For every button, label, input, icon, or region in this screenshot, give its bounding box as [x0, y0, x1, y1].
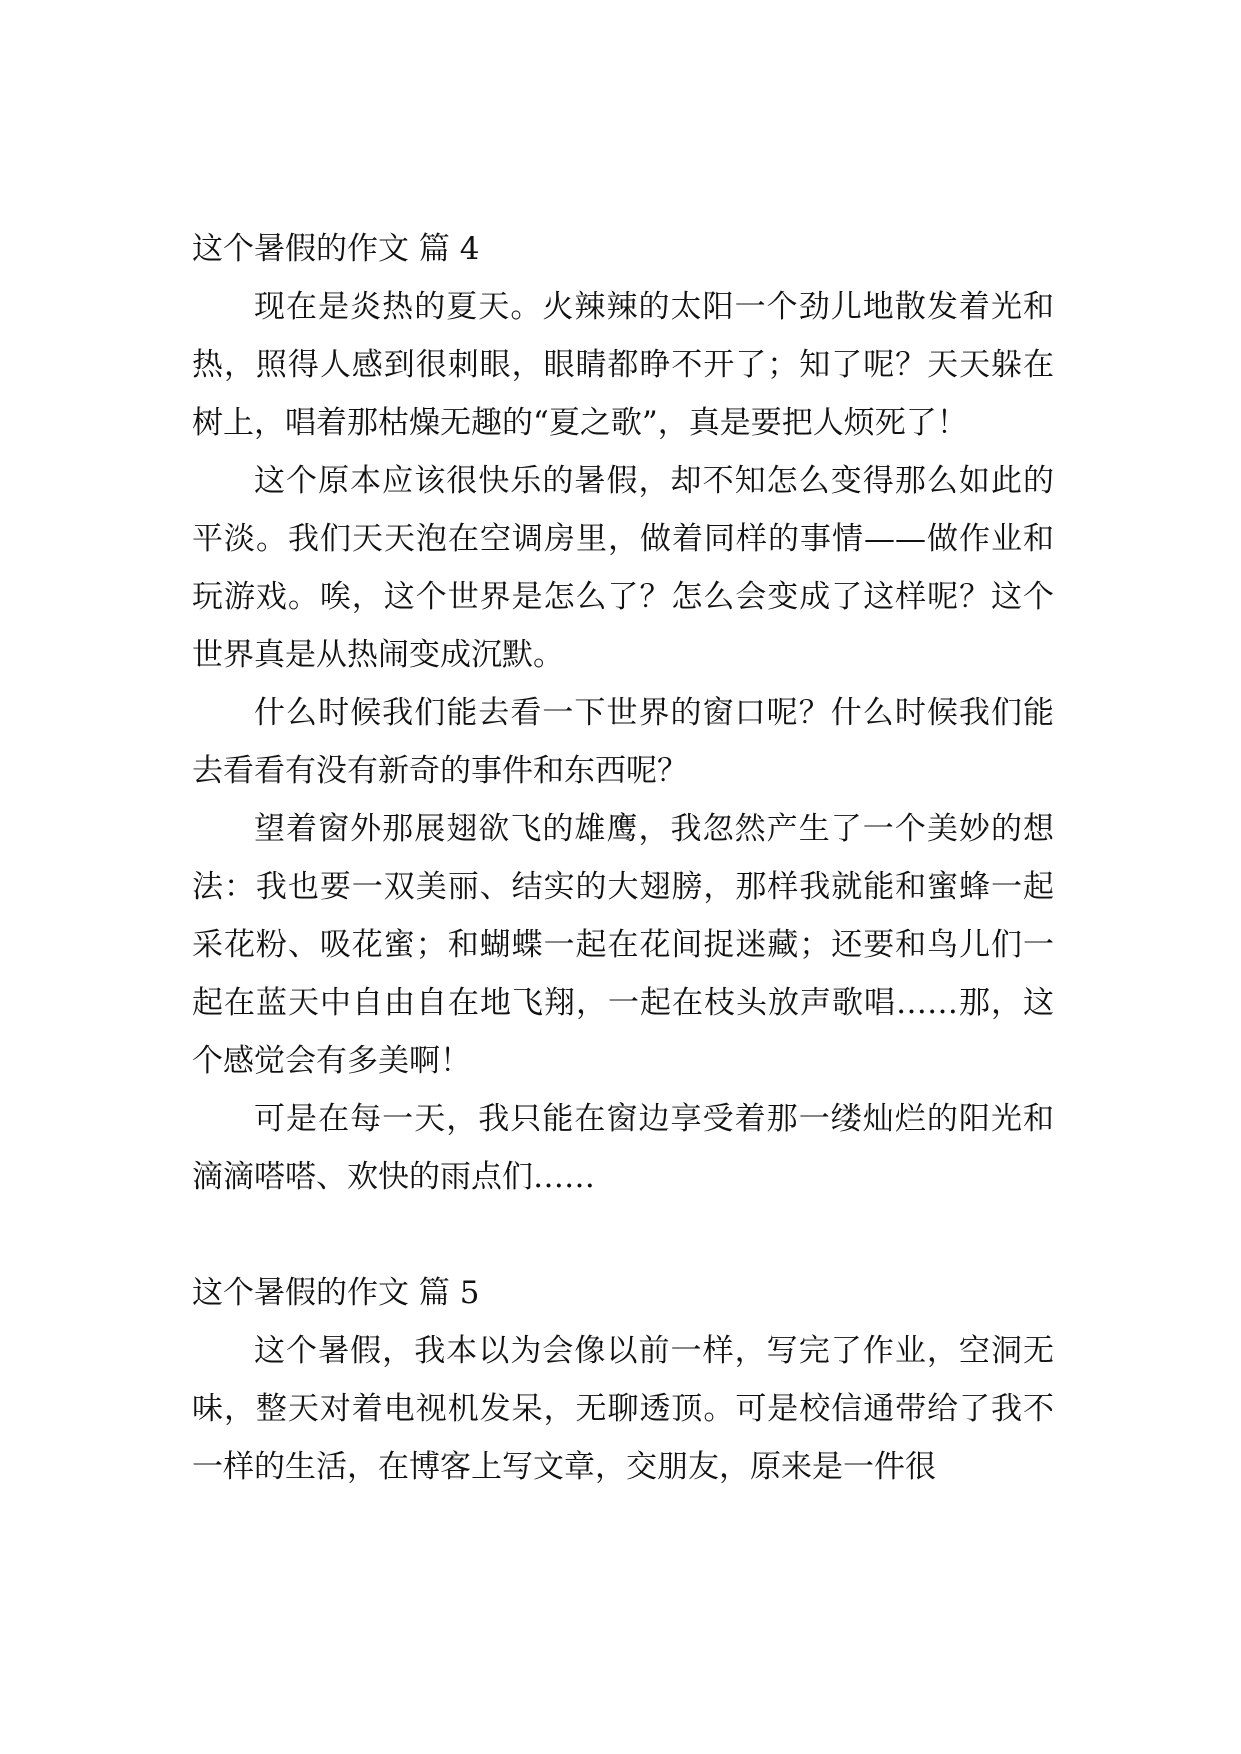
document-body: [192, 220, 1054, 1496]
paragraph: 可是在每一天，我只能在窗边享受着那一缕灿烂的阳光和滴滴嗒嗒、欢快的雨点们……: [192, 1101, 1054, 1195]
paragraph: 现在是炎热的夏天。火辣辣的太阳一个劲儿地散发着光和热，照得人感到很刺眼，眼睛都睁不开了；知了呢？天天躲在树上，唱着那枯燥无趣的“夏之歌”，真是要把人烦死了！: [192, 289, 1054, 441]
paragraph: 这个暑假，我本以为会像以前一样，写完了作业，空洞无味，整天对着电视机发呆，无聊透顶。可是校信通带给了我不一样的生活，在博客上写文章，交朋友，原来是一件很: [192, 1333, 1054, 1485]
section-spacer: [192, 1206, 1054, 1264]
paragraph: 什么时候我们能去看一下世界的窗口呢？什么时候我们能去看看有没有新奇的事件和东西呢？: [192, 695, 1054, 789]
paragraph: 望着窗外那展翅欲飞的雄鹰，我忽然产生了一个美妙的想法：我也要一双美丽、结实的大翅膀，那样我就能和蜜蜂一起采花粉、吸花蜜；和蝴蝶一起在花间捉迷藏；还要和鸟儿们一起在蓝天中自由自在地飞翔，一起在枝头放声歌唱……那，这个感觉会有多美啊！: [192, 811, 1054, 1079]
essay-title: 这个暑假的作文 篇 4: [192, 231, 480, 267]
essay-title: 这个暑假的作文 篇 5: [192, 1275, 480, 1311]
essay-section-4: [192, 220, 1054, 1206]
paragraph: 这个原本应该很快乐的暑假，却不知怎么变得那么如此的平淡。我们天天泡在空调房里，做着同样的事情——做作业和玩游戏。唉，这个世界是怎么了？怎么会变成了这样呢？这个世界真是从热闹变成沉默。: [192, 463, 1054, 673]
essay-section-5: [192, 1264, 1054, 1496]
